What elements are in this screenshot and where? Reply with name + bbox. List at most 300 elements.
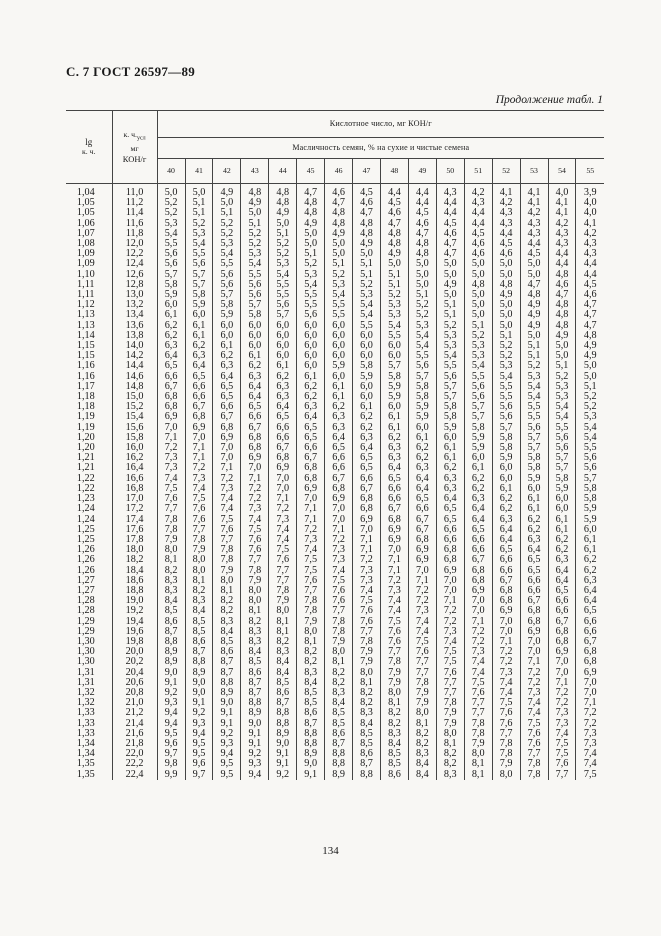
- value-cell: 5,6: [408, 361, 436, 371]
- value-cell: 7,8: [520, 770, 548, 780]
- value-cell: 4,8: [297, 198, 325, 208]
- value-cell: 7,3: [548, 708, 576, 718]
- value-cell: 4,6: [408, 219, 436, 229]
- value-cell: 5,2: [157, 198, 185, 208]
- value-cell: 4,8: [380, 229, 408, 239]
- value-cell: 8,8: [241, 698, 269, 708]
- value-cell: 6,2: [548, 535, 576, 545]
- value-cell: 6,2: [520, 515, 548, 525]
- acid-number-cell: 19,2: [112, 606, 157, 616]
- value-cell: 5,0: [520, 270, 548, 280]
- value-cell: 9,7: [185, 770, 213, 780]
- value-cell: 7,7: [325, 606, 353, 616]
- value-cell: 8,3: [408, 749, 436, 759]
- value-cell: 4,2: [548, 219, 576, 229]
- value-cell: 5,3: [436, 341, 464, 351]
- acid-number-cell: 15,4: [112, 412, 157, 422]
- acid-number-cell: 16,0: [112, 443, 157, 453]
- value-cell: 7,8: [408, 678, 436, 688]
- value-cell: 5,3: [241, 249, 269, 259]
- value-cell: 8,4: [241, 647, 269, 657]
- value-cell: 4,4: [548, 249, 576, 259]
- value-cell: 7,2: [353, 555, 381, 565]
- value-cell: 7,6: [408, 647, 436, 657]
- value-cell: 6,8: [408, 535, 436, 545]
- value-cell: 5,2: [492, 341, 520, 351]
- value-cell: 5,7: [464, 402, 492, 412]
- value-cell: 5,4: [297, 280, 325, 290]
- value-cell: 7,4: [520, 708, 548, 718]
- value-cell: 6,8: [157, 402, 185, 412]
- acid-number-cell: 14,2: [112, 351, 157, 361]
- value-cell: 5,2: [241, 239, 269, 249]
- value-cell: 6,3: [297, 402, 325, 412]
- value-cell: 8,4: [269, 657, 297, 667]
- value-cell: 6,5: [520, 566, 548, 576]
- value-cell: 5,1: [520, 341, 548, 351]
- value-cell: 4,7: [548, 290, 576, 300]
- value-cell: 6,8: [576, 657, 604, 667]
- value-cell: 5,8: [436, 402, 464, 412]
- value-cell: 6,4: [241, 382, 269, 392]
- value-cell: 8,0: [241, 586, 269, 596]
- value-cell: 7,9: [213, 566, 241, 576]
- value-cell: 6,2: [185, 341, 213, 351]
- value-cell: 7,1: [353, 545, 381, 555]
- value-cell: 6,7: [185, 402, 213, 412]
- oil-column-header: 54: [548, 159, 576, 184]
- value-cell: 5,9: [353, 372, 381, 382]
- value-cell: 5,0: [297, 239, 325, 249]
- value-cell: 6,0: [241, 341, 269, 351]
- value-cell: 9,6: [157, 739, 185, 749]
- value-cell: 5,0: [464, 310, 492, 320]
- value-cell: 6,6: [576, 627, 604, 637]
- value-cell: 5,3: [492, 361, 520, 371]
- value-cell: 5,0: [241, 208, 269, 218]
- value-cell: 5,5: [297, 300, 325, 310]
- value-cell: 8,0: [325, 647, 353, 657]
- value-cell: 5,2: [297, 259, 325, 269]
- value-cell: 5,2: [269, 239, 297, 249]
- value-cell: 5,0: [380, 259, 408, 269]
- value-cell: 8,8: [297, 739, 325, 749]
- value-cell: 8,6: [269, 688, 297, 698]
- value-cell: 6,3: [325, 423, 353, 433]
- value-cell: 7,4: [408, 627, 436, 637]
- value-cell: 7,9: [492, 759, 520, 769]
- value-cell: 6,8: [297, 463, 325, 473]
- oil-column-header: 47: [353, 159, 381, 184]
- value-cell: 7,4: [576, 759, 604, 769]
- value-cell: 6,8: [548, 637, 576, 647]
- value-cell: 6,7: [213, 412, 241, 422]
- value-cell: 6,1: [520, 504, 548, 514]
- value-cell: 5,0: [325, 249, 353, 259]
- value-cell: 8,3: [325, 688, 353, 698]
- acid-number-cell: 11,2: [112, 198, 157, 208]
- value-cell: 9,8: [157, 759, 185, 769]
- value-cell: 5,5: [380, 331, 408, 341]
- lg-cell: 1,31: [76, 666, 95, 678]
- value-cell: 8,9: [297, 749, 325, 759]
- value-cell: 6,6: [353, 474, 381, 484]
- value-cell: 6,9: [157, 412, 185, 422]
- value-cell: 4,6: [325, 184, 353, 199]
- value-cell: 8,9: [325, 770, 353, 780]
- value-cell: 6,6: [548, 606, 576, 616]
- value-cell: 7,4: [520, 698, 548, 708]
- value-cell: 5,7: [436, 382, 464, 392]
- value-cell: 6,4: [325, 433, 353, 443]
- value-cell: 6,9: [492, 606, 520, 616]
- acid-number-cell: 13,6: [112, 321, 157, 331]
- value-cell: 5,2: [408, 300, 436, 310]
- value-cell: 7,5: [269, 545, 297, 555]
- value-cell: 4,4: [408, 198, 436, 208]
- value-cell: 8,8: [269, 719, 297, 729]
- value-cell: 6,0: [297, 341, 325, 351]
- value-cell: 4,7: [408, 229, 436, 239]
- value-cell: 6,2: [576, 555, 604, 565]
- value-cell: 7,2: [436, 617, 464, 627]
- k-header-line3: КОН/г: [122, 153, 147, 164]
- value-cell: 5,1: [576, 382, 604, 392]
- value-cell: 6,6: [269, 423, 297, 433]
- value-cell: 7,1: [157, 433, 185, 443]
- value-cell: 7,3: [576, 729, 604, 739]
- lg-cell: 1,19: [76, 411, 95, 423]
- value-cell: 6,0: [269, 321, 297, 331]
- value-cell: 8,8: [325, 759, 353, 769]
- value-cell: 8,1: [269, 627, 297, 637]
- value-cell: 7,0: [297, 494, 325, 504]
- value-cell: 4,3: [492, 219, 520, 229]
- value-cell: 7,3: [492, 668, 520, 678]
- value-cell: 7,5: [185, 494, 213, 504]
- value-cell: 8,3: [297, 668, 325, 678]
- lg-cell: 1,30: [76, 635, 95, 647]
- acid-number-cell: 18,4: [112, 566, 157, 576]
- value-cell: 6,9: [269, 463, 297, 473]
- value-cell: 7,7: [408, 657, 436, 667]
- value-cell: 7,9: [380, 668, 408, 678]
- lg-cell: 1,29: [76, 615, 95, 627]
- acid-number-cell: 13,8: [112, 331, 157, 341]
- value-cell: 8,8: [325, 749, 353, 759]
- acid-number-cell: 16,4: [112, 463, 157, 473]
- acid-number-cell: 15,2: [112, 402, 157, 412]
- value-cell: 9,1: [213, 719, 241, 729]
- value-cell: 7,3: [464, 647, 492, 657]
- oil-column-header: 42: [213, 159, 241, 184]
- value-cell: 7,0: [548, 657, 576, 667]
- value-cell: 6,7: [492, 576, 520, 586]
- value-cell: 5,3: [157, 219, 185, 229]
- value-cell: 6,7: [269, 443, 297, 453]
- value-cell: 6,9: [436, 566, 464, 576]
- value-cell: 4,8: [269, 184, 297, 199]
- value-cell: 5,0: [464, 300, 492, 310]
- value-cell: 7,2: [269, 504, 297, 514]
- value-cell: 9,0: [241, 719, 269, 729]
- value-cell: 8,3: [185, 596, 213, 606]
- lg-cell: 1,11: [77, 289, 95, 301]
- value-cell: 4,8: [241, 184, 269, 199]
- value-cell: 7,6: [492, 708, 520, 718]
- value-cell: 6,9: [380, 535, 408, 545]
- value-cell: 4,1: [492, 184, 520, 199]
- value-cell: 5,6: [464, 392, 492, 402]
- value-cell: 6,2: [353, 423, 381, 433]
- value-cell: 7,0: [464, 606, 492, 616]
- value-cell: 6,5: [492, 545, 520, 555]
- value-cell: 6,0: [353, 351, 381, 361]
- value-cell: 7,6: [241, 535, 269, 545]
- value-cell: 6,9: [297, 484, 325, 494]
- lg-cell: 1,29: [76, 625, 95, 637]
- value-cell: 6,8: [464, 576, 492, 586]
- value-cell: 8,0: [213, 576, 241, 586]
- page-header: С. 7 ГОСТ 26597—89: [66, 64, 196, 79]
- value-cell: 8,7: [185, 647, 213, 657]
- value-cell: 8,5: [297, 688, 325, 698]
- value-cell: 7,1: [492, 637, 520, 647]
- acid-number-cell: 20,4: [112, 668, 157, 678]
- value-cell: 7,1: [185, 453, 213, 463]
- value-cell: 4,1: [520, 198, 548, 208]
- value-cell: 5,6: [213, 270, 241, 280]
- value-cell: 5,8: [436, 412, 464, 422]
- value-cell: 5,3: [297, 270, 325, 280]
- value-cell: 5,2: [185, 219, 213, 229]
- acid-number-cell: 19,8: [112, 637, 157, 647]
- value-cell: 6,4: [548, 576, 576, 586]
- value-cell: 8,9: [157, 647, 185, 657]
- lg-cell: 1,07: [76, 227, 95, 239]
- value-cell: 8,3: [353, 708, 381, 718]
- value-cell: 6,3: [269, 392, 297, 402]
- value-cell: 9,1: [269, 759, 297, 769]
- lg-cell: 1,26: [76, 564, 95, 576]
- value-cell: 5,1: [408, 290, 436, 300]
- value-cell: 5,8: [576, 484, 604, 494]
- value-cell: 5,6: [241, 290, 269, 300]
- value-cell: 6,8: [576, 647, 604, 657]
- value-cell: 6,3: [353, 433, 381, 443]
- value-cell: 8,2: [269, 637, 297, 647]
- value-cell: 6,6: [380, 484, 408, 494]
- value-cell: 4,5: [353, 184, 381, 199]
- oil-column-header: 53: [520, 159, 548, 184]
- value-cell: 7,8: [492, 739, 520, 749]
- value-cell: 4,3: [464, 198, 492, 208]
- value-cell: 5,7: [548, 453, 576, 463]
- value-cell: 9,0: [185, 678, 213, 688]
- value-cell: 5,1: [353, 270, 381, 280]
- value-cell: 7,1: [408, 576, 436, 586]
- value-cell: 6,7: [464, 555, 492, 565]
- value-cell: 7,0: [492, 617, 520, 627]
- value-cell: 6,2: [408, 443, 436, 453]
- value-cell: 5,6: [548, 443, 576, 453]
- value-cell: 8,0: [269, 606, 297, 616]
- value-cell: 5,2: [380, 290, 408, 300]
- value-cell: 6,8: [241, 443, 269, 453]
- value-cell: 8,5: [269, 678, 297, 688]
- value-cell: 8,1: [213, 586, 241, 596]
- value-cell: 6,8: [297, 474, 325, 484]
- value-cell: 7,4: [325, 566, 353, 576]
- value-cell: 7,0: [185, 433, 213, 443]
- value-cell: 5,5: [520, 412, 548, 422]
- value-cell: 4,4: [464, 208, 492, 218]
- lg-cell: 1,19: [76, 421, 95, 433]
- value-cell: 7,5: [548, 749, 576, 759]
- value-cell: 8,1: [269, 617, 297, 627]
- value-cell: 4,6: [548, 280, 576, 290]
- value-cell: 5,3: [436, 331, 464, 341]
- value-cell: 7,0: [213, 453, 241, 463]
- value-cell: 6,2: [213, 351, 241, 361]
- value-cell: 8,2: [213, 596, 241, 606]
- value-cell: 6,5: [520, 555, 548, 565]
- value-cell: 7,3: [325, 545, 353, 555]
- value-cell: 7,5: [408, 637, 436, 647]
- value-cell: 6,9: [353, 515, 381, 525]
- value-cell: 6,9: [185, 423, 213, 433]
- value-cell: 7,7: [548, 770, 576, 780]
- value-cell: 8,7: [213, 657, 241, 667]
- value-cell: 6,3: [520, 535, 548, 545]
- value-cell: 4,2: [464, 184, 492, 199]
- value-cell: 9,0: [185, 688, 213, 698]
- value-cell: 7,6: [520, 729, 548, 739]
- value-cell: 6,7: [520, 596, 548, 606]
- value-cell: 6,8: [380, 515, 408, 525]
- value-cell: 6,4: [213, 372, 241, 382]
- value-cell: 8,4: [408, 770, 436, 780]
- value-cell: 5,0: [548, 341, 576, 351]
- table-row: [66, 555, 604, 565]
- value-cell: 7,6: [241, 545, 269, 555]
- value-cell: 4,9: [436, 280, 464, 290]
- value-cell: 5,5: [464, 372, 492, 382]
- value-cell: 5,9: [576, 504, 604, 514]
- value-cell: 6,8: [185, 412, 213, 422]
- value-cell: 4,9: [492, 290, 520, 300]
- value-cell: 5,7: [241, 300, 269, 310]
- value-cell: 6,5: [548, 586, 576, 596]
- value-cell: 5,0: [464, 259, 492, 269]
- value-cell: 7,7: [380, 647, 408, 657]
- value-cell: 5,4: [492, 372, 520, 382]
- acid-number-cell: 21,4: [112, 719, 157, 729]
- value-cell: 5,7: [520, 443, 548, 453]
- value-cell: 5,4: [548, 402, 576, 412]
- value-cell: 7,3: [157, 453, 185, 463]
- value-cell: 7,8: [492, 749, 520, 759]
- value-cell: 5,0: [520, 331, 548, 341]
- value-cell: 5,2: [520, 361, 548, 371]
- value-cell: 7,6: [185, 504, 213, 514]
- value-cell: 7,4: [353, 586, 381, 596]
- value-cell: 9,5: [213, 759, 241, 769]
- value-cell: 5,0: [325, 239, 353, 249]
- value-cell: 6,1: [353, 402, 381, 412]
- value-cell: 7,8: [464, 729, 492, 739]
- value-cell: 7,2: [408, 596, 436, 606]
- value-cell: 4,4: [492, 229, 520, 239]
- value-cell: 6,9: [241, 453, 269, 463]
- value-cell: 8,2: [213, 606, 241, 616]
- value-cell: 6,3: [436, 484, 464, 494]
- value-cell: 7,1: [520, 657, 548, 667]
- value-cell: 7,6: [464, 688, 492, 698]
- acid-number-header: Кислотное число, мг КОН/г: [157, 111, 604, 138]
- value-cell: 6,1: [297, 372, 325, 382]
- value-cell: 4,5: [380, 198, 408, 208]
- value-cell: 6,8: [436, 545, 464, 555]
- value-cell: 5,1: [436, 310, 464, 320]
- value-cell: 7,2: [241, 494, 269, 504]
- value-cell: 9,6: [185, 759, 213, 769]
- value-cell: 8,5: [325, 719, 353, 729]
- value-cell: 5,9: [548, 484, 576, 494]
- value-cell: 7,2: [464, 637, 492, 647]
- lg-header-line1: lg: [85, 137, 93, 147]
- value-cell: 5,5: [576, 443, 604, 453]
- value-cell: 5,3: [576, 412, 604, 422]
- lg-cell: 1,30: [76, 656, 95, 668]
- value-cell: 6,1: [548, 515, 576, 525]
- value-cell: 7,6: [492, 719, 520, 729]
- value-cell: 4,8: [548, 300, 576, 310]
- value-cell: 5,2: [353, 280, 381, 290]
- value-cell: 6,5: [353, 453, 381, 463]
- value-cell: 4,4: [520, 239, 548, 249]
- value-cell: 8,2: [408, 729, 436, 739]
- acid-number-cell: 11,0: [112, 184, 157, 199]
- value-cell: 7,0: [213, 443, 241, 453]
- value-cell: 5,9: [492, 453, 520, 463]
- value-cell: 5,4: [576, 423, 604, 433]
- value-cell: 5,8: [520, 463, 548, 473]
- acid-number-cell: 17,0: [112, 494, 157, 504]
- value-cell: 6,4: [408, 474, 436, 484]
- value-cell: 7,4: [436, 637, 464, 647]
- value-cell: 8,2: [325, 678, 353, 688]
- acid-number-cell: 21,0: [112, 698, 157, 708]
- oil-column-header: 55: [576, 159, 604, 184]
- value-cell: 6,8: [353, 504, 381, 514]
- value-cell: 4,4: [576, 259, 604, 269]
- value-cell: 5,2: [408, 310, 436, 320]
- value-cell: 5,1: [464, 321, 492, 331]
- value-cell: 6,7: [297, 453, 325, 463]
- acid-number-cell: 16,6: [112, 474, 157, 484]
- lg-cell: 1,33: [76, 707, 95, 719]
- value-cell: 6,5: [408, 494, 436, 504]
- value-cell: 6,0: [380, 351, 408, 361]
- value-cell: 5,8: [241, 310, 269, 320]
- value-cell: 6,0: [241, 331, 269, 341]
- value-cell: 7,3: [353, 576, 381, 586]
- value-cell: 6,0: [297, 331, 325, 341]
- value-cell: 7,8: [157, 515, 185, 525]
- value-cell: 8,8: [297, 729, 325, 739]
- value-cell: 7,5: [464, 678, 492, 688]
